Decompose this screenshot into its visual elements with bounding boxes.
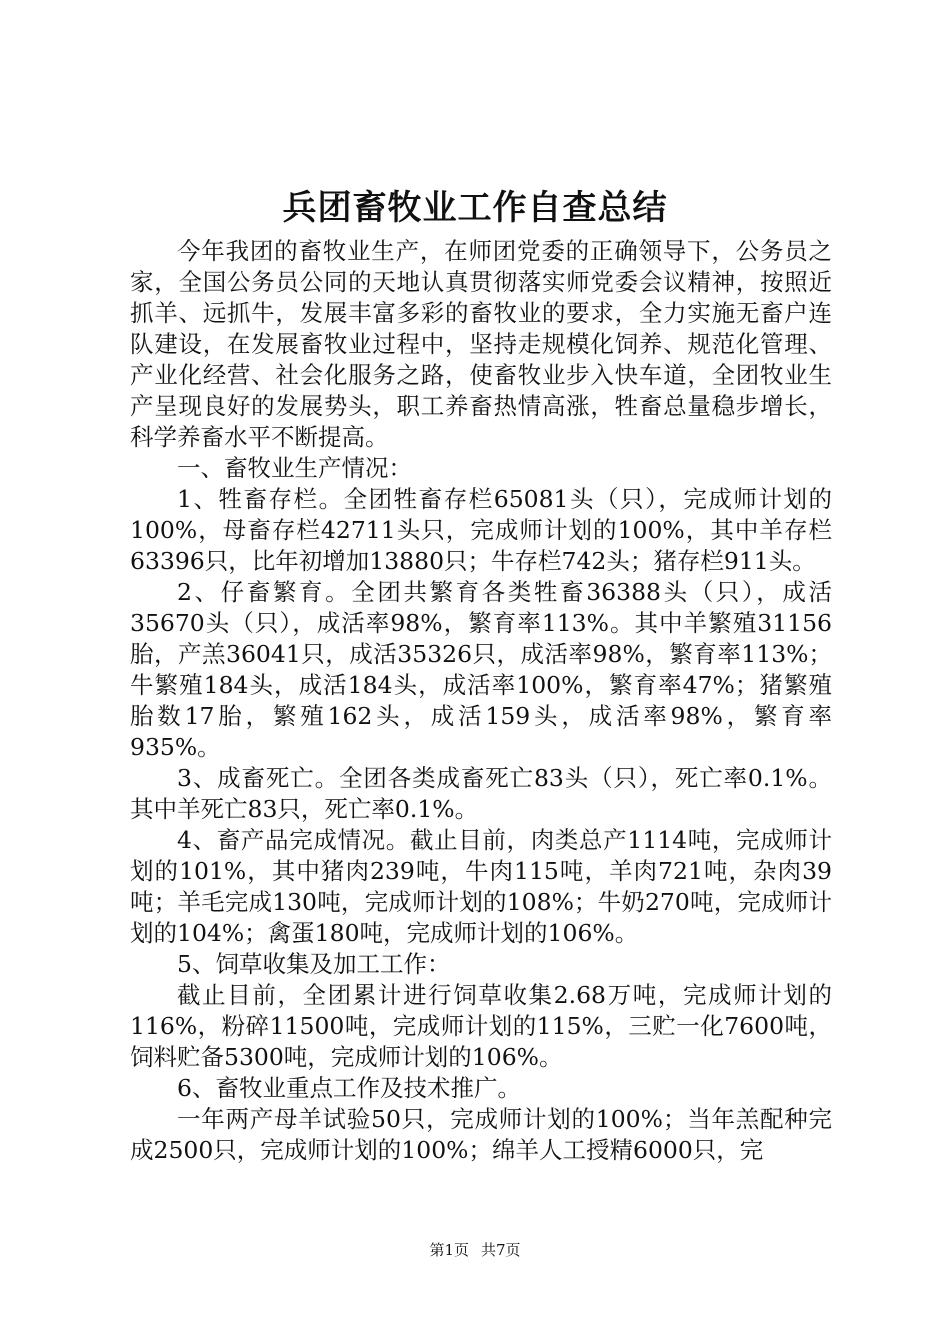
page-total: 共7页: [481, 1241, 521, 1259]
page-footer: [0, 1240, 950, 1260]
document-title: 兵团畜牧业工作自查总结: [282, 188, 668, 228]
document-body: [130, 236, 832, 1166]
paragraph-breeding: 2、仔畜繁育。全团共繁育各类牲畜36388头（只），成活35670头（只），成活率98%，繁育率113%。其中羊繁殖31156胎，产羔36041只，成活35326只，成活率98%，繁育率113%；牛繁殖184头，成活184头，成活率100%，繁育率47%；猪繁殖胎数17胎，繁殖162头，成活159头，成活率98%，繁育率935%。: [130, 578, 832, 761]
paragraph-forage: 截止目前，全团累计进行饲草收集2.68万吨，完成师计划的116%，粉碎11500吨，完成师计划的115%，三贮一化7600吨，饲料贮备5300吨，完成师计划的106%。: [130, 981, 832, 1071]
paragraph-mortality: 3、成畜死亡。全团各类成畜死亡83头（只），死亡率0.1%。其中羊死亡83只，死亡率0.1%。: [130, 764, 832, 823]
paragraph-products: 4、畜产品完成情况。截止目前，肉类总产1114吨，完成师计划的101%，其中猪肉239吨，牛肉115吨，羊肉721吨，杂肉39吨；羊毛完成130吨，完成师计划的108%；牛奶270吨，完成师计划的104%；禽蛋180吨，完成师计划的106%。: [130, 826, 832, 947]
paragraph-forage-heading: 5、饲草收集及加工工作：: [177, 950, 451, 978]
paragraph-livestock-stock: 1、牲畜存栏。全团牲畜存栏65081头（只），完成师计划的100%，母畜存栏42711头只，完成师计划的100%，其中羊存栏63396只，比年初增加13880只；牛存栏742头；猪存栏911头。: [130, 485, 832, 575]
paragraph-section-heading: 一、畜牧业生产情况：: [177, 454, 412, 482]
paragraph-intro: 今年我团的畜牧业生产，在师团党委的正确领导下，公务员之家，全国公务员公同的天地认真贯彻落实师党委会议精神，按照近抓羊、远抓牛，发展丰富多彩的畜牧业的要求，全力实施无畜户连队建设，在发展畜牧业过程中，坚持走规模化饲养、规范化管理、产业化经营、社会化服务之路，使畜牧业步入快车道，全团牧业生产呈现良好的发展势头，职工养畜热情高涨，牲畜总量稳步增长，科学养畜水平不断提高。: [130, 237, 832, 451]
page-number: 第1页: [429, 1241, 469, 1259]
paragraph-key-work-heading: 6、畜牧业重点工作及技术推广。: [177, 1074, 521, 1102]
paragraph-key-work: 一年两产母羊试验50只，完成师计划的100%；当年羔配种完成2500只，完成师计划的100%；绵羊人工授精6000只，完: [130, 1105, 832, 1164]
